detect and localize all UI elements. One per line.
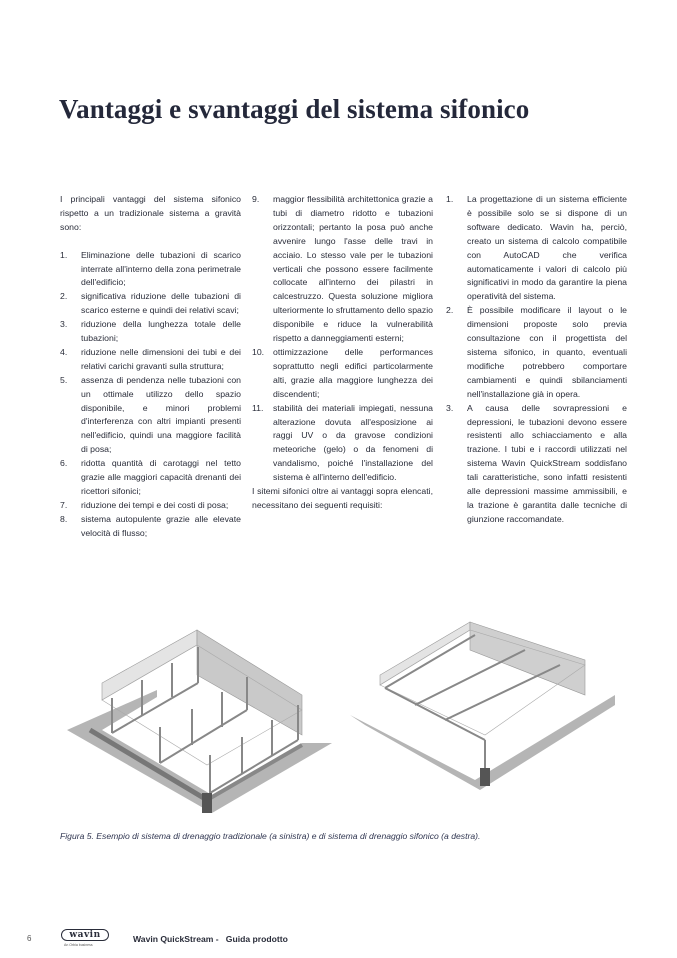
item-text: riduzione della lunghezza totale delle tubazioni; bbox=[81, 319, 241, 344]
item-number: 7. bbox=[60, 499, 68, 510]
item-text: A causa delle sovrapressioni e depressioni, le tubazioni devono essere resistenti allo schiacciamento e alla trazione. I tubi e i raccordi utilizzati nel sistema Wavin QuickStream soddisfano tali caratteristiche, sono infatti resistenti alle depressioni massime ammissibili, e la trazione è garantita dalle tecniche di giunzione raccomandate. bbox=[467, 402, 627, 524]
item-text: riduzione dei tempi e dei costi di posa; bbox=[81, 499, 229, 510]
list-item bbox=[60, 346, 241, 374]
drain-outlet bbox=[202, 793, 212, 813]
list-item bbox=[60, 513, 241, 541]
list-item bbox=[60, 457, 241, 499]
advantages-list bbox=[60, 249, 241, 541]
item-number: 1. bbox=[446, 194, 454, 204]
logo-subtext: An Orbia business bbox=[64, 943, 93, 947]
back-wall-left bbox=[380, 622, 470, 685]
item-number: 8. bbox=[60, 513, 68, 524]
logo-wordmark: wavin bbox=[61, 929, 109, 941]
item-number: 3. bbox=[60, 319, 68, 330]
list-item bbox=[446, 402, 627, 527]
item-number: 11. bbox=[252, 402, 264, 413]
item-text: La progettazione di un sistema efficiente è possibile solo se si dispone di un software dedicato. Wavin ha, perciò, creato un sistema di calcolo compatibile con AutoCAD che verifica automaticamente i valori di calcolo più significativi in modo da garantire la piena operatività del sistema. bbox=[467, 194, 627, 302]
drain-outlet bbox=[480, 768, 490, 786]
item-text: ridotta quantità di carotaggi nel tetto grazie alle maggiori capacità drenanti dei ricettori sifonici; bbox=[81, 458, 241, 497]
item-number: 1. bbox=[60, 249, 68, 260]
item-number: 5. bbox=[60, 374, 68, 385]
list-item bbox=[252, 402, 433, 485]
item-text: È possibile modificare il layout o le dimensioni proposte solo previa consultazione con il progettista del sistema sifonico, in quanto, eventuali modifiche potrebbero comportare cambiamenti e quindi sbilanciamenti nell'installazione già in opera. bbox=[467, 305, 627, 399]
item-text: assenza di pendenza nelle tubazioni con un ottimale utilizzo dello spazio disponibile, e minori problemi d'interferenza con altri impianti presenti nell'edificio, quindi una maggiore facilità di posa; bbox=[81, 374, 241, 455]
item-text: stabilità dei materiali impiegati, nessuna alterazione dovuta all'esposizione ai raggi UV o da gravose condizioni meteoriche (gelo) o da fenomeni di vandalismo, poiché l'installazione del sistema è all'interno dell'edificio. bbox=[273, 402, 433, 483]
item-number: 2. bbox=[446, 305, 454, 316]
list-item bbox=[60, 249, 241, 291]
advantages-list-continued bbox=[252, 193, 433, 485]
item-text: Eliminazione delle tubazioni di scarico interrate all'interno della zona perimetrale dell'edificio; bbox=[81, 249, 241, 288]
item-number: 4. bbox=[60, 346, 68, 357]
column-2 bbox=[252, 193, 433, 513]
item-number: 9. bbox=[252, 194, 260, 204]
list-item bbox=[446, 193, 627, 304]
ground-pipe bbox=[207, 745, 302, 800]
list-item bbox=[60, 499, 241, 513]
wavin-logo bbox=[61, 929, 109, 947]
figure-caption: Figura 5. Esempio di sistema di drenaggio tradizionale (a sinistra) e di sistema di drenaggio sifonico (a destra). bbox=[60, 831, 481, 841]
column-3 bbox=[446, 193, 627, 527]
back-wall-right bbox=[470, 622, 585, 695]
column-1 bbox=[60, 193, 241, 541]
item-number: 3. bbox=[446, 402, 454, 413]
requirements-intro: I sitemi sifonici oltre ai vantaggi sopra elencati, necessitano dei seguenti requisiti: bbox=[252, 486, 433, 510]
requirements-list bbox=[446, 193, 627, 527]
traditional-drainage-illustration bbox=[62, 615, 347, 815]
list-item bbox=[446, 304, 627, 401]
item-number: 10. bbox=[252, 346, 265, 357]
list-item bbox=[252, 346, 433, 402]
item-text: significativa riduzione delle tubazioni di scarico esterne e quindi dei relativi scavi; bbox=[81, 291, 241, 316]
intro-paragraph: I principali vantaggi del sistema sifonico rispetto a un tradizionale sistema a gravità sono: bbox=[60, 194, 241, 232]
item-number: 2. bbox=[60, 291, 68, 302]
ground-pipe bbox=[90, 730, 207, 800]
page-title: Vantaggi e svantaggi del sistema sifonico bbox=[59, 94, 530, 124]
item-text: maggior flessibilità architettonica grazie a tubi di diametro ridotto e tubazioni orizzontali; pertanto la posa può anche avvenire lungo l'asse delle travi in acciaio. Lo stesso vale per le tubazioni verticali che possono essere facilmente collocate all'interno dei pilastri in calcestruzzo. Questa soluzione migliora ulteriormente lo sfruttamento dello spazio disponibile e riduce la vulnerabilità rispetto a danneggiamenti esterni; bbox=[273, 194, 433, 344]
item-number: 6. bbox=[60, 458, 68, 469]
siphonic-drainage-illustration bbox=[345, 620, 620, 810]
item-text: ottimizzazione delle performances soprattutto negli edifici particolarmente alti, grazie alla maggiore lunghezza dei discendenti; bbox=[273, 346, 433, 399]
list-item bbox=[60, 290, 241, 318]
footer-title: Wavin QuickStream - Guida prodotto bbox=[133, 934, 288, 944]
item-text: riduzione nelle dimensioni dei tubi e dei relativi carichi gravanti sulla struttura; bbox=[81, 346, 241, 371]
page-number: 6 bbox=[27, 934, 32, 943]
list-item bbox=[60, 374, 241, 457]
item-text: sistema autopulente grazie alle elevate velocità di flusso; bbox=[81, 513, 241, 538]
list-item bbox=[60, 318, 241, 346]
back-wall-left bbox=[102, 630, 197, 700]
list-item bbox=[252, 193, 433, 346]
